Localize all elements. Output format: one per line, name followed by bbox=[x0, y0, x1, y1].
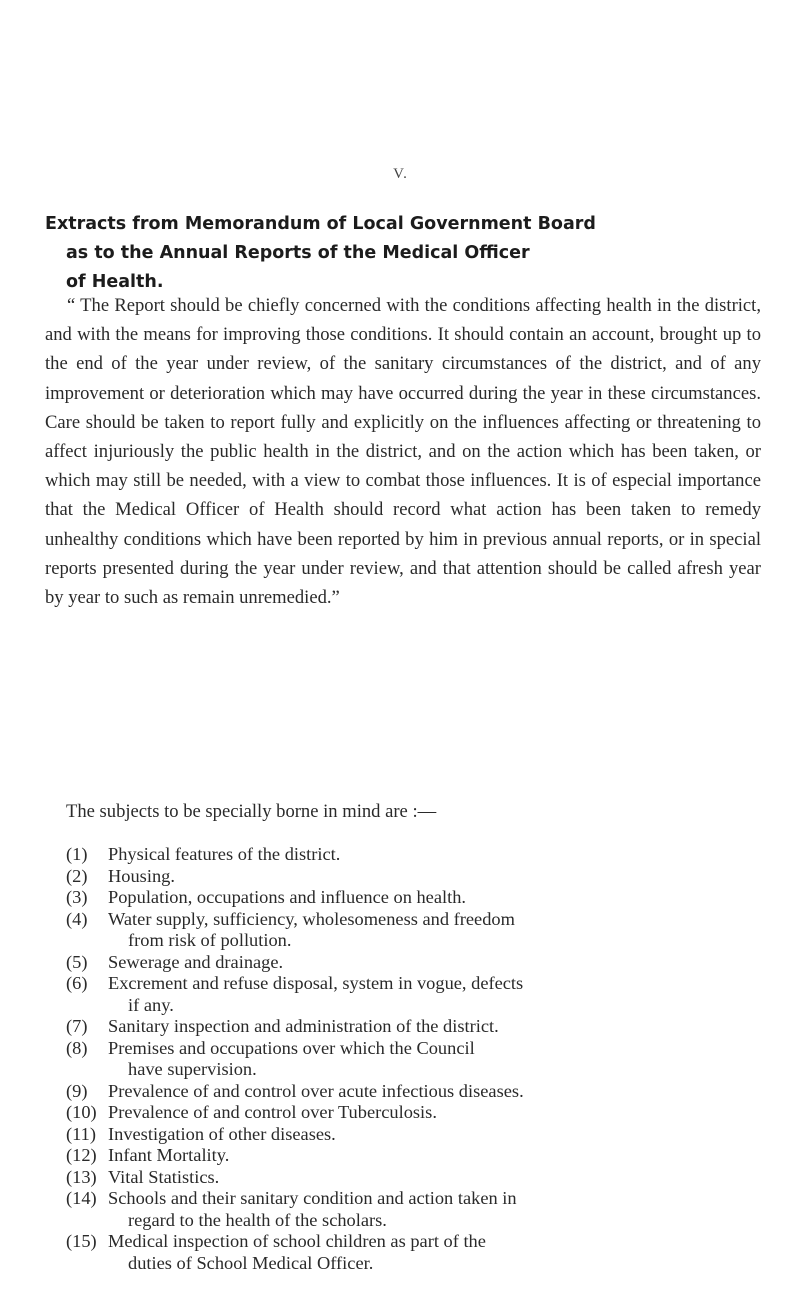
item-number: (5) bbox=[66, 951, 88, 972]
item-number: (6) bbox=[66, 973, 88, 993]
item-text bbox=[108, 1016, 766, 1038]
list-item bbox=[66, 844, 766, 866]
item-text bbox=[108, 1231, 766, 1274]
item-line: Sewerage and drainage. bbox=[108, 951, 284, 972]
item-line-continued: from risk of pollution. bbox=[128, 930, 292, 950]
item-line: Investigation of other diseases. bbox=[108, 1123, 336, 1144]
list-item bbox=[66, 866, 766, 888]
item-text bbox=[108, 1102, 766, 1124]
item-text bbox=[108, 1167, 766, 1189]
list-item bbox=[66, 909, 766, 952]
item-number: (13) bbox=[66, 1166, 97, 1187]
list-item bbox=[66, 973, 766, 1016]
item-number: (9) bbox=[66, 1080, 88, 1101]
list-item bbox=[66, 1145, 766, 1167]
heading-line-3: of Health. bbox=[66, 272, 164, 292]
item-line: Sanitary inspection and administration of the district. bbox=[108, 1016, 499, 1036]
item-number: (2) bbox=[66, 865, 88, 886]
list-item bbox=[66, 1081, 766, 1103]
list-item bbox=[66, 1102, 766, 1124]
list-item bbox=[66, 1016, 766, 1038]
list-item bbox=[66, 1231, 766, 1274]
item-number: (8) bbox=[66, 1037, 88, 1058]
item-text bbox=[108, 1038, 766, 1081]
item-line: Premises and occupations over which the Council bbox=[108, 1037, 475, 1058]
item-text bbox=[108, 909, 766, 952]
item-line-continued: if any. bbox=[128, 994, 174, 1015]
list-item bbox=[66, 887, 766, 909]
item-text bbox=[108, 887, 766, 909]
item-number: (15) bbox=[66, 1231, 97, 1251]
item-number: (10) bbox=[66, 1102, 97, 1122]
item-line: Water supply, sufficiency, wholesomeness and freedom bbox=[108, 908, 515, 929]
list-item bbox=[66, 1038, 766, 1081]
section-heading bbox=[45, 210, 765, 297]
subjects-intro: The subjects to be specially borne in mind are :— bbox=[66, 801, 437, 822]
item-line: Vital Statistics. bbox=[108, 1166, 220, 1187]
item-line: Prevalence of and control over acute infectious diseases. bbox=[108, 1080, 524, 1101]
item-number: (11) bbox=[66, 1123, 96, 1144]
list-item bbox=[66, 1188, 766, 1231]
item-text bbox=[108, 866, 766, 888]
item-line-continued: regard to the health of the scholars. bbox=[128, 1209, 387, 1230]
memorandum-quote: “ The Report should be chiefly concerned with the conditions affecting health in the district, and with the means for improving those conditions. It should contain an account, brought up to the end of the year under review, of the sanitary circumstances of the district, and of any improvement or deterioration which may have occurred during the year in these circumstances. Care should be taken to report fully and explicitly on the influences affecting or threatening to affect injuriously the public health in the district, and on the action which has been taken, or which may still be needed, with a view to combat those influences. It is of especial importance that the Medical Officer of Health should record what action has been taken to remedy unhealthy conditions which have been reported by him in previous annual reports, or in special reports presented during the year under review, and that attention should be called afresh year by year to such as remain unremedied.” bbox=[45, 295, 761, 609]
item-number: (14) bbox=[66, 1188, 97, 1208]
item-line-continued: duties of School Medical Officer. bbox=[128, 1252, 374, 1273]
item-text bbox=[108, 973, 766, 1016]
item-line: Prevalence of and control over Tuberculosis. bbox=[108, 1102, 437, 1122]
item-line-continued: have supervision. bbox=[128, 1059, 257, 1079]
page-number: V. bbox=[393, 166, 408, 182]
list-item bbox=[66, 1167, 766, 1189]
item-text bbox=[108, 1145, 766, 1167]
item-line: Schools and their sanitary condition and action taken in bbox=[108, 1188, 517, 1208]
heading-line-2: as to the Annual Reports of the Medical Officer bbox=[66, 243, 530, 263]
heading-line-1: Extracts from Memorandum of Local Government Board bbox=[45, 214, 596, 234]
item-number: (7) bbox=[66, 1016, 88, 1036]
item-text bbox=[108, 1081, 766, 1103]
item-text bbox=[108, 952, 766, 974]
item-line: Population, occupations and influence on health. bbox=[108, 887, 467, 907]
list-item bbox=[66, 952, 766, 974]
item-text bbox=[108, 1188, 766, 1231]
item-line: Housing. bbox=[108, 865, 175, 886]
item-number: (3) bbox=[66, 887, 88, 907]
item-number: (1) bbox=[66, 844, 88, 864]
item-line: Medical inspection of school children as part of the bbox=[108, 1231, 486, 1251]
list-item bbox=[66, 1124, 766, 1146]
item-text bbox=[108, 844, 766, 866]
item-line: Excrement and refuse disposal, system in vogue, defects bbox=[108, 973, 524, 993]
subjects-list bbox=[66, 844, 766, 1274]
item-line: Infant Mortality. bbox=[108, 1145, 230, 1165]
item-line: Physical features of the district. bbox=[108, 844, 341, 864]
item-text bbox=[108, 1124, 766, 1146]
item-number: (4) bbox=[66, 908, 88, 929]
item-number: (12) bbox=[66, 1145, 97, 1165]
